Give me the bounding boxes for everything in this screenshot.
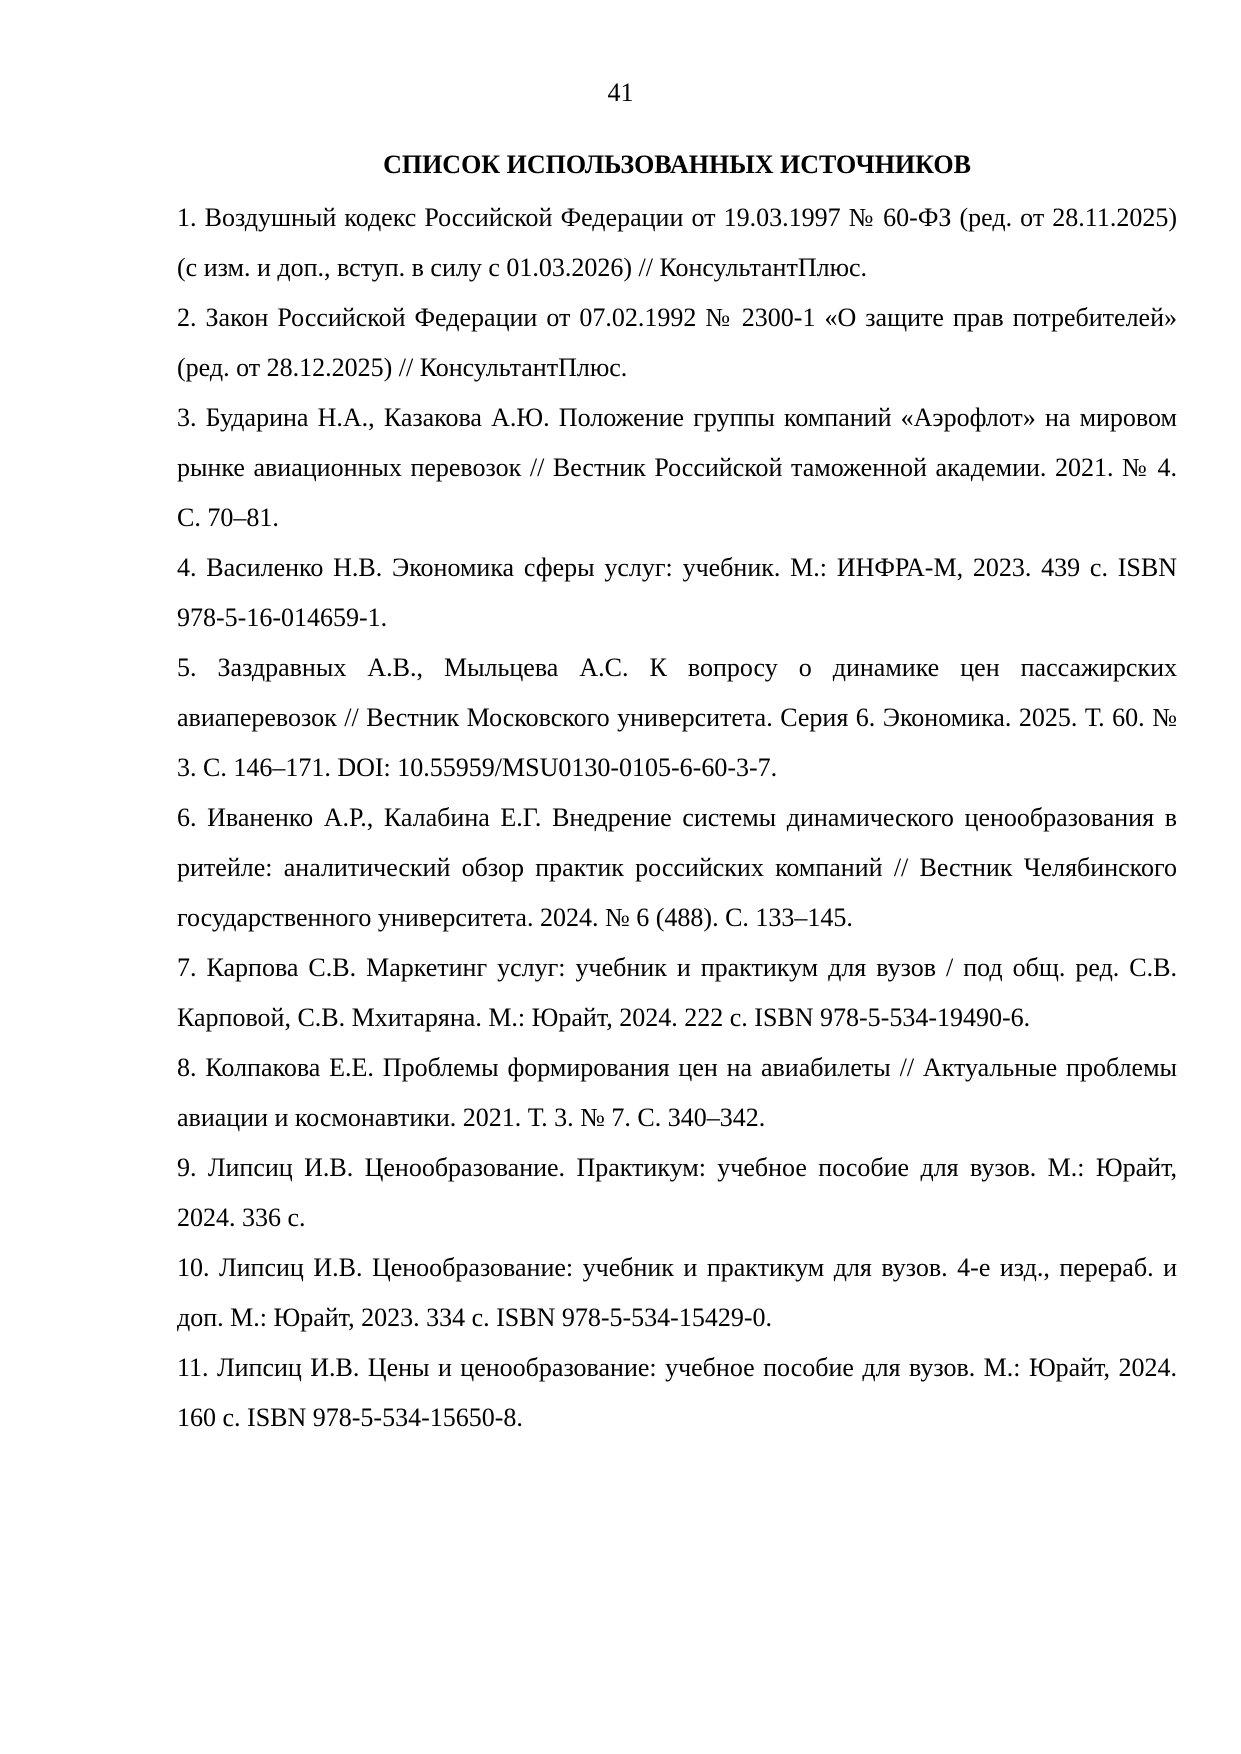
reference-item: 6. Иваненко А.Р., Калабина Е.Г. Внедрение системы динамического ценообразования в ритейле: аналитический обзор практик российских компаний // Вестник Челябинского государственного университета. 2024. № 6 (488). С. 133–145.	[177, 803, 1177, 932]
reference-item: 7. Карпова С.В. Маркетинг услуг: учебник и практикум для вузов / под общ. ред. С.В. Карповой, С.В. Мхитаряна. М.: Юрайт, 2024. 222 с. ISBN 978-5-534-19490-6.	[177, 953, 1177, 1032]
reference-item: 10. Липсиц И.В. Ценообразование: учебник и практикум для вузов. 4-е изд., перераб. и доп. М.: Юрайт, 2023. 334 с. ISBN 978-5-534-15429-0.	[177, 1253, 1177, 1332]
reference-item: 9. Липсиц И.В. Ценообразование. Практикум: учебное пособие для вузов. М.: Юрайт, 2024. 336 с.	[177, 1153, 1177, 1232]
reference-item: 1. Воздушный кодекс Российской Федерации от 19.03.1997 № 60-ФЗ (ред. от 28.11.2025) (с изм. и доп., вступ. в силу с 01.03.2026) // КонсультантПлюс.	[177, 203, 1177, 282]
reference-item: 8. Колпакова Е.Е. Проблемы формирования цен на авиабилеты // Актуальные проблемы авиации и космонавтики. 2021. Т. 3. № 7. С. 340–342.	[177, 1053, 1177, 1132]
reference-item: 11. Липсиц И.В. Цены и ценообразование: учебное пособие для вузов. М.: Юрайт, 2024. 160 с. ISBN 978-5-534-15650-8.	[177, 1353, 1177, 1432]
reference-item: 4. Василенко Н.В. Экономика сферы услуг: учебник. М.: ИНФРА-М, 2023. 439 с. ISBN 978-5-16-014659-1.	[177, 553, 1177, 632]
page-title: СПИСОК ИСПОЛЬЗОВАННЫХ ИСТОЧНИКОВ	[383, 150, 971, 179]
page-number: 41	[607, 78, 634, 107]
reference-item: 2. Закон Российской Федерации от 07.02.1992 № 2300-1 «О защите прав потребителей» (ред. от 28.12.2025) // КонсультантПлюс.	[177, 303, 1177, 382]
reference-item: 3. Бударина Н.А., Казакова А.Ю. Положение группы компаний «Аэрофлот» на мировом рынке авиационных перевозок // Вестник Российской таможенной академии. 2021. № 4. С. 70–81.	[177, 403, 1177, 532]
reference-item: 5. Заздравных А.В., Мыльцева А.С. К вопросу о динамике цен пассажирских авиаперевозок // Вестник Московского университета. Серия 6. Экономика. 2025. Т. 60. № 3. С. 146–171. DOI: 10.55959/MSU0130-0105-6-60-3-7.	[177, 653, 1177, 782]
reference-list	[177, 193, 1177, 1443]
